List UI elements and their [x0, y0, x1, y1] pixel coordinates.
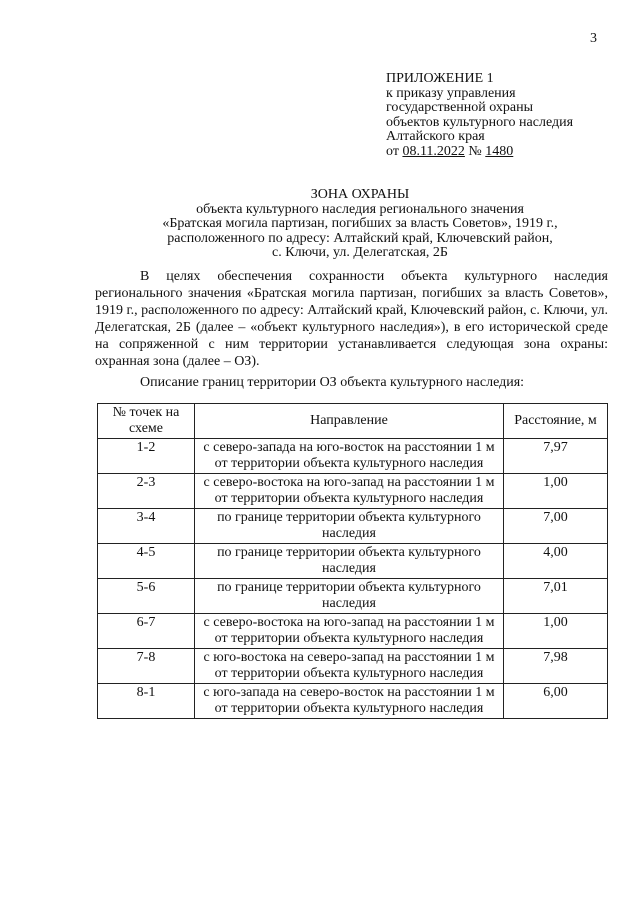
appendix-header [386, 72, 573, 159]
cell-distance: 7,00 [504, 509, 608, 544]
appendix-title: ПРИЛОЖЕНИЕ 1 [386, 71, 494, 86]
cell-points: 6-7 [98, 614, 195, 649]
table-caption: Описание границ территории ОЗ объекта культурного наследия: [140, 375, 525, 390]
cell-distance: 6,00 [504, 684, 608, 719]
appendix-line: к приказу управления [386, 85, 516, 101]
boundaries-table [97, 403, 608, 719]
date-prefix: от [386, 143, 403, 159]
order-number: 1480 [485, 143, 514, 159]
cell-points: 7-8 [98, 649, 195, 684]
cell-direction: с северо-запада на юго-восток на расстоянии 1 м от территории объекта культурного наследия [195, 439, 504, 474]
heading-line: расположенного по адресу: Алтайский край, Ключевский район, [167, 230, 553, 246]
heading-line: с. Ключи, ул. Делегатская, 2Б [272, 245, 448, 260]
appendix-line: государственной охраны [386, 100, 534, 115]
cell-distance: 1,00 [504, 474, 608, 509]
document-heading [95, 188, 625, 261]
header-distance: Расстояние, м [504, 404, 608, 439]
cell-direction: по границе территории объекта культурного наследия [195, 579, 504, 614]
heading-line: объекта культурного наследия регионального значения [196, 201, 524, 217]
cell-points: 5-6 [98, 579, 195, 614]
number-prefix: № [464, 143, 486, 159]
header-points: № точек на схеме [98, 404, 195, 439]
cell-distance: 1,00 [504, 614, 608, 649]
cell-direction: с северо-востока на юго-запад на расстоянии 1 м от территории объекта культурного наследия [195, 614, 504, 649]
table-row [98, 474, 608, 509]
intro-text: В целях обеспечения сохранности объекта культурного наследия регионального значения «Братская могила партизан, погибших за власть Советов», 1919 г., расположенного по адресу: Алтайский край, Ключевский район, с. Ключи, ул. Делегатская, 2Б (далее – «объект культурного наследия»), в его исторической среде на сопряженной с ним территории устанавливается следующая зона охраны: охранная зона (далее – ОЗ). [95, 269, 608, 369]
table-row [98, 544, 608, 579]
table-row [98, 579, 608, 614]
cell-direction: с северо-востока на юго-запад на расстоянии 1 м от территории объекта культурного наследия [195, 474, 504, 509]
order-date: 08.11.2022 [402, 143, 465, 159]
order-date-number [386, 145, 573, 160]
table-row [98, 509, 608, 544]
cell-direction: с юго-запада на северо-восток на расстоянии 1 м от территории объекта культурного наследия [195, 684, 504, 719]
table-row [98, 614, 608, 649]
appendix-line: Алтайского края [386, 129, 485, 144]
cell-distance: 4,00 [504, 544, 608, 579]
table-row [98, 649, 608, 684]
heading-line: «Братская могила партизан, погибших за власть Советов», 1919 г., [162, 216, 558, 231]
cell-points: 8-1 [98, 684, 195, 719]
page-number: 3 [590, 31, 597, 46]
table-header-row [98, 404, 608, 439]
cell-points: 1-2 [98, 439, 195, 474]
cell-distance: 7,98 [504, 649, 608, 684]
cell-distance: 7,01 [504, 579, 608, 614]
cell-direction: по границе территории объекта культурного наследия [195, 509, 504, 544]
cell-direction: с юго-востока на северо-запад на расстоянии 1 м от территории объекта культурного наследия [195, 649, 504, 684]
cell-points: 4-5 [98, 544, 195, 579]
table-row [98, 684, 608, 719]
appendix-line: объектов культурного наследия [386, 114, 574, 130]
header-direction: Направление [195, 404, 504, 439]
cell-direction: по границе территории объекта культурного наследия [195, 544, 504, 579]
intro-paragraph [95, 268, 608, 370]
cell-points: 3-4 [98, 509, 195, 544]
heading-title: ЗОНА ОХРАНЫ [310, 187, 410, 202]
cell-distance: 7,97 [504, 439, 608, 474]
table-row [98, 439, 608, 474]
cell-points: 2-3 [98, 474, 195, 509]
